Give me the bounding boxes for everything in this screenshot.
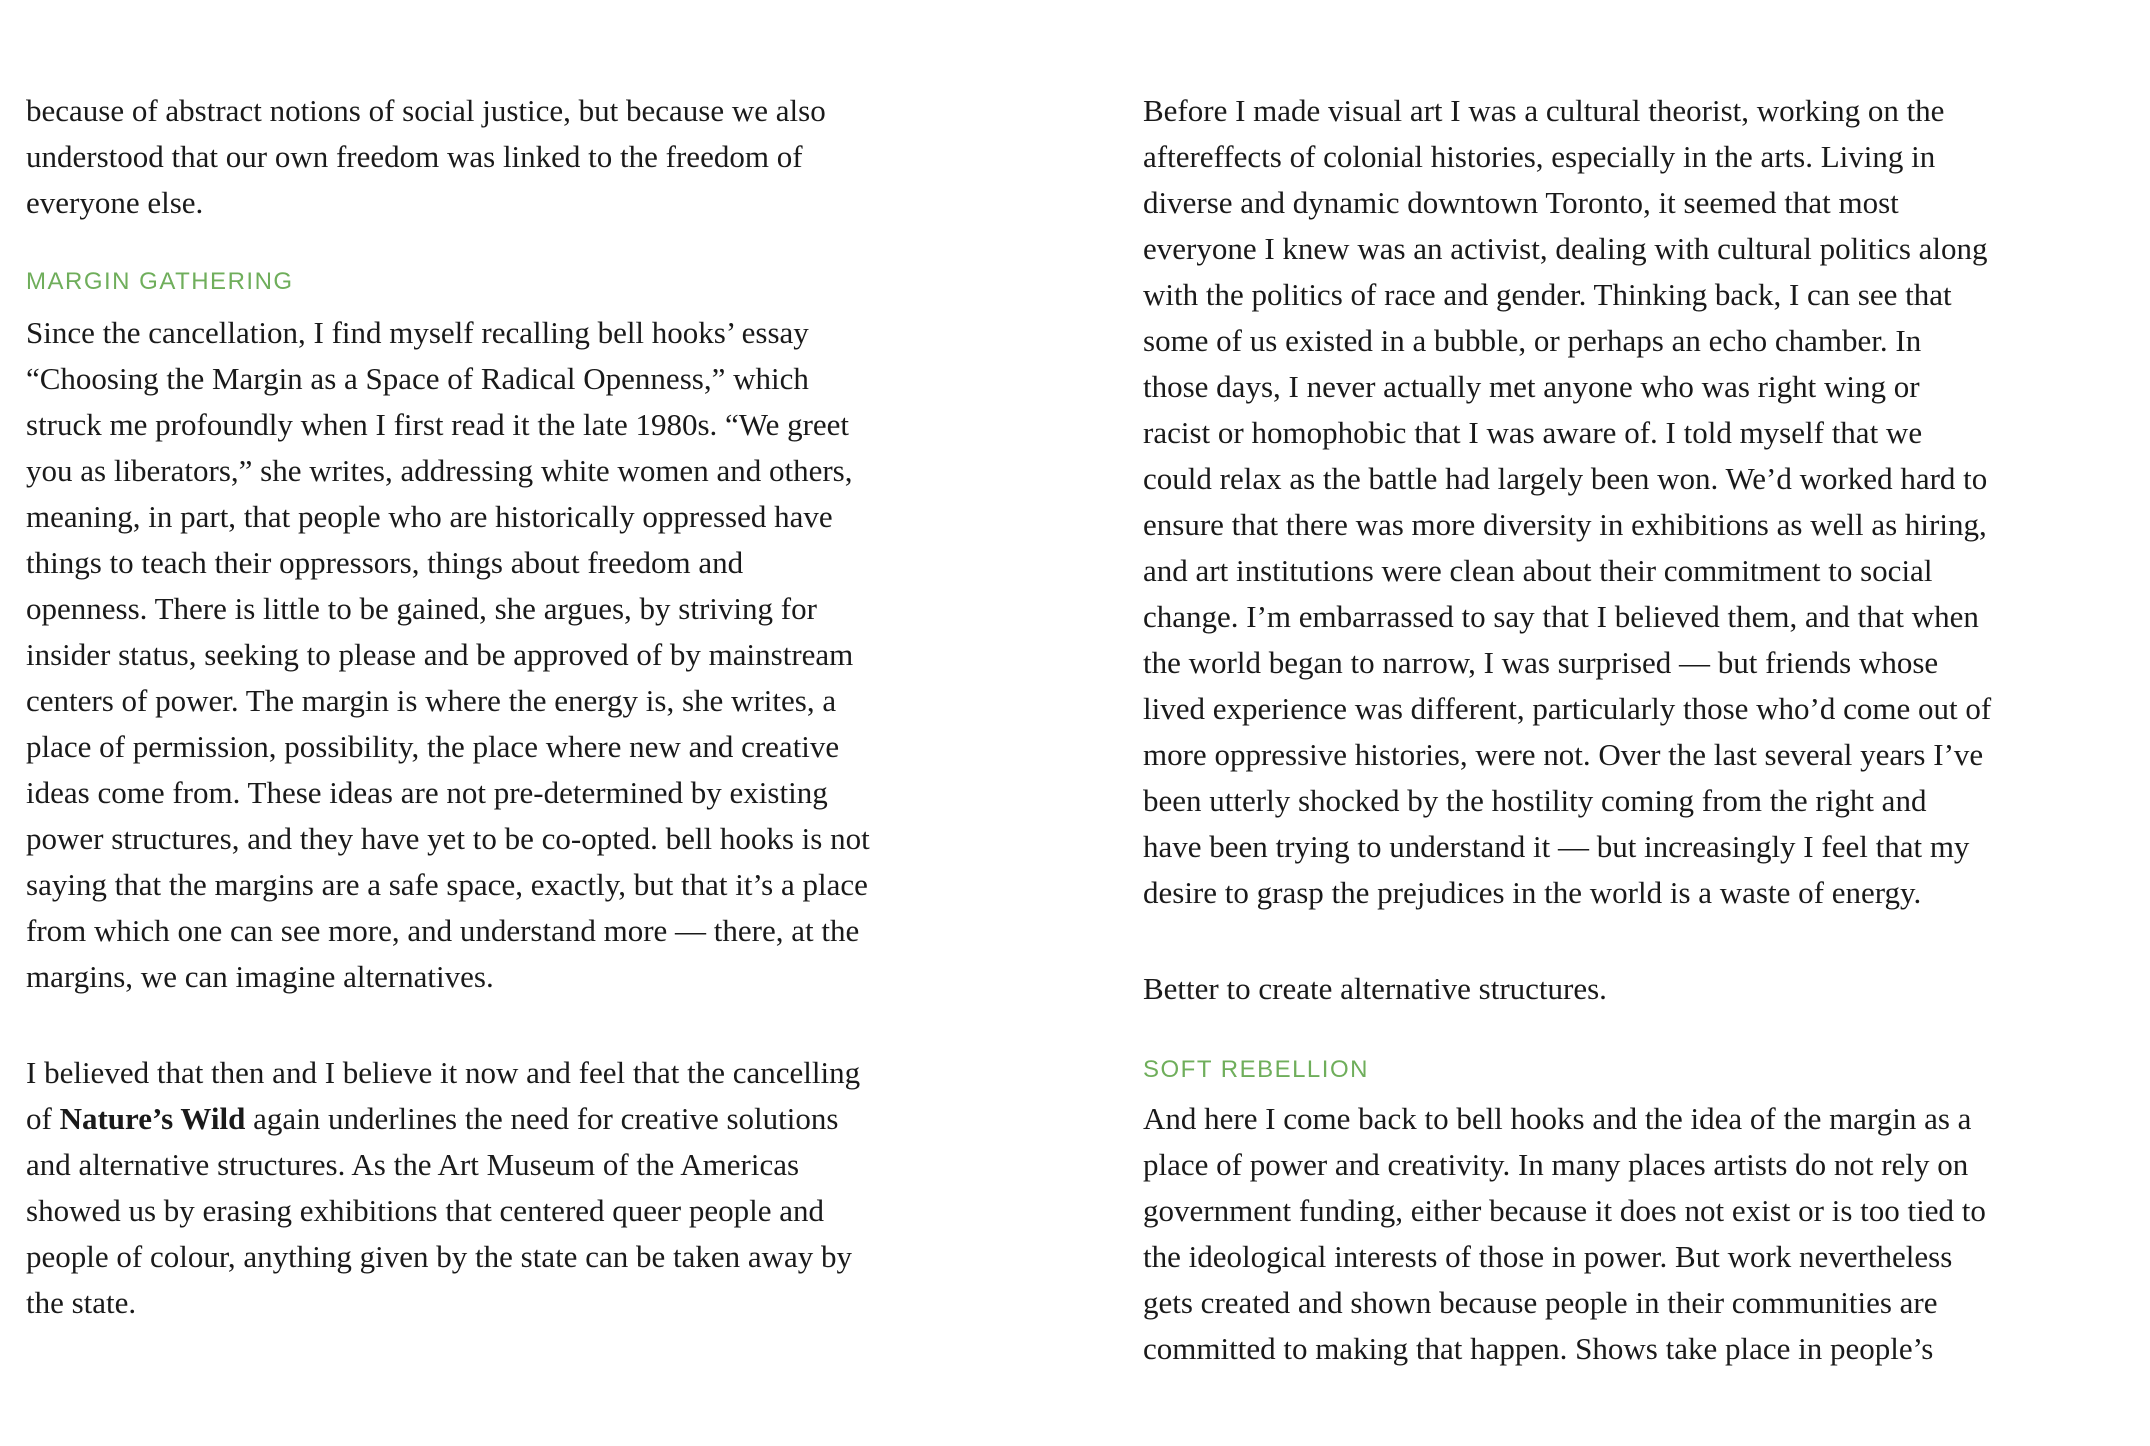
text-line: could relax as the battle had largely been won. We’d worked hard to	[1143, 461, 1988, 496]
left-column	[26, 88, 956, 1326]
right-column	[1143, 88, 2083, 1372]
text-line: ensure that there was more diversity in exhibitions as well as hiring,	[1143, 507, 1987, 542]
text-fragment: of	[26, 1101, 60, 1136]
text-line: Since the cancellation, I find myself recalling bell hooks’ essay	[26, 315, 809, 350]
text-line: with the politics of race and gender. Thinking back, I can see that	[1143, 277, 1952, 312]
text-line: insider status, seeking to please and be approved of by mainstream	[26, 637, 854, 672]
text-line: the world began to narrow, I was surprised — but friends whose	[1143, 645, 1939, 680]
text-line: lived experience was different, particularly those who’d come out of	[1143, 691, 1992, 726]
text-line: some of us existed in a bubble, or perhaps an echo chamber. In	[1143, 323, 1922, 358]
margin-paragraph	[26, 310, 956, 1000]
text-line: place of permission, possibility, the place where new and creative	[26, 729, 840, 764]
better-paragraph	[1143, 966, 2083, 1012]
text-line: things to teach their oppressors, things about freedom and	[26, 545, 744, 580]
text-line: “Choosing the Margin as a Space of Radical Openness,” which	[26, 361, 809, 396]
text-line: racist or homophobic that I was aware of. I told myself that we	[1143, 415, 1923, 450]
text-line: government funding, either because it does not exist or is too tied to	[1143, 1193, 1986, 1228]
text-line: and alternative structures. As the Art Museum of the Americas	[26, 1147, 800, 1182]
text-line: from which one can see more, and understand more — there, at the	[26, 913, 860, 948]
paragraph-spacer	[26, 1000, 956, 1050]
text-line: everyone else.	[26, 185, 204, 220]
text-line: more oppressive histories, were not. Over the last several years I’ve	[1143, 737, 1984, 772]
text-line: I believed that then and I believe it now and feel that the cancelling	[26, 1055, 861, 1090]
text-line: meaning, in part, that people who are historically oppressed have	[26, 499, 833, 534]
text-line: power structures, and they have yet to be co-opted. bell hooks is not	[26, 821, 870, 856]
text-line: And here I come back to bell hooks and the idea of the margin as a	[1143, 1101, 1972, 1136]
text-line: been utterly shocked by the hostility coming from the right and	[1143, 783, 1927, 818]
text-line: gets created and shown because people in their communities are	[1143, 1285, 1938, 1320]
text-line: everyone I knew was an activist, dealing with cultural politics along	[1143, 231, 1988, 266]
section-heading-soft-rebellion: SOFT REBELLION	[1143, 1056, 1369, 1083]
text-line: showed us by erasing exhibitions that centered queer people and	[26, 1193, 825, 1228]
text-line: margins, we can imagine alternatives.	[26, 959, 494, 994]
text-fragment: again underlines the need for creative solutions	[245, 1101, 839, 1136]
text-line: aftereffects of colonial histories, especially in the arts. Living in	[1143, 139, 1936, 174]
text-line: have been trying to understand it — but increasingly I feel that my	[1143, 829, 1970, 864]
text-line: desire to grasp the prejudices in the world is a waste of energy.	[1143, 875, 1922, 910]
believed-paragraph	[26, 1050, 956, 1326]
text-line: openness. There is little to be gained, she argues, by striving for	[26, 591, 817, 626]
text-line: committed to making that happen. Shows take place in people’s	[1143, 1331, 1934, 1366]
text-line: struck me profoundly when I first read it the late 1980s. “We greet	[26, 407, 850, 442]
text-line: the state.	[26, 1285, 137, 1320]
text-line: you as liberators,” she writes, addressing white women and others,	[26, 453, 853, 488]
text-line: understood that our own freedom was linked to the freedom of	[26, 139, 803, 174]
text-line: place of power and creativity. In many places artists do not rely on	[1143, 1147, 1969, 1182]
text-line: ideas come from. These ideas are not pre-determined by existing	[26, 775, 828, 810]
text-line: change. I’m embarrassed to say that I believed them, and that when	[1143, 599, 1979, 634]
text-line: diverse and dynamic downtown Toronto, it seemed that most	[1143, 185, 1899, 220]
paragraph-spacer	[1143, 916, 2083, 966]
text-line: Before I made visual art I was a cultural theorist, working on the	[1143, 93, 1945, 128]
theorist-paragraph	[1143, 88, 2083, 916]
text-line: saying that the margins are a safe space, exactly, but that it’s a place	[26, 867, 868, 902]
intro-paragraph	[26, 88, 956, 226]
text-line: Better to create alternative structures.	[1143, 971, 1607, 1006]
text-line: the ideological interests of those in power. But work nevertheless	[1143, 1239, 1953, 1274]
artwork-title: Nature’s Wild	[59, 1101, 246, 1136]
text-line: people of colour, anything given by the state can be taken away by	[26, 1239, 853, 1274]
text-line-with-title	[26, 1096, 956, 1142]
text-line: because of abstract notions of social justice, but because we also	[26, 93, 826, 128]
text-line: and art institutions were clean about their commitment to social	[1143, 553, 1933, 588]
soft-rebellion-paragraph	[1143, 1096, 2083, 1372]
text-line: centers of power. The margin is where the energy is, she writes, a	[26, 683, 837, 718]
section-heading-margin-gathering: MARGIN GATHERING	[26, 268, 294, 295]
text-line: those days, I never actually met anyone who was right wing or	[1143, 369, 1920, 404]
